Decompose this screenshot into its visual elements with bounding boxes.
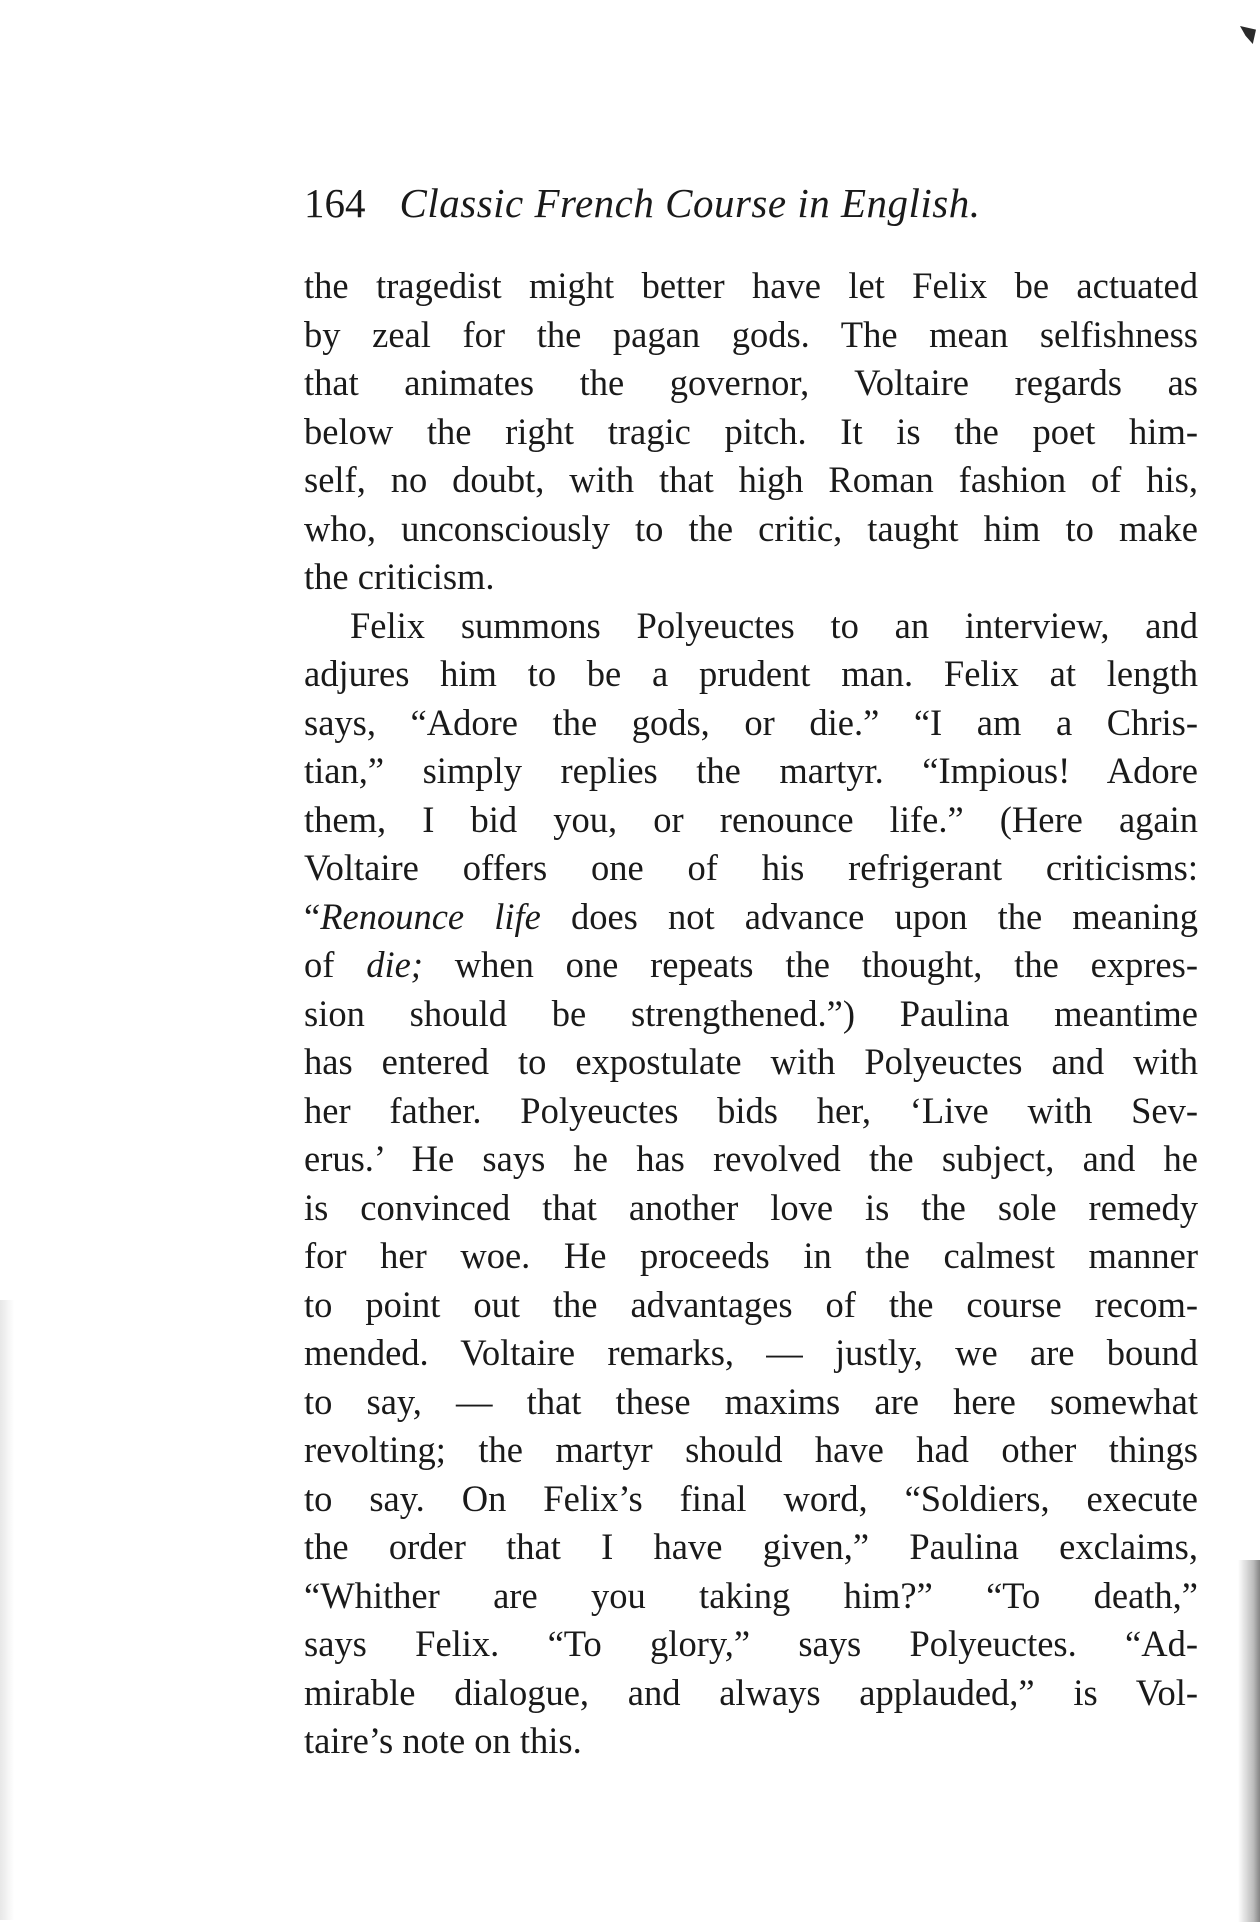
text-run: does not advance upon the meaning: [540, 895, 1198, 937]
text-line: Voltaire offers one of his refrigerant criticisms:: [304, 847, 1198, 888]
italic-phrase: Renounce life: [320, 895, 541, 937]
text-line: that animates the governor, Voltaire regards as: [304, 362, 1198, 403]
text-line: the criticism.: [304, 556, 495, 597]
text-line: mirable dialogue, and always applauded,” is Vol-: [304, 1671, 1198, 1713]
text-line: mended. Voltaire remarks, — justly, we are bound: [304, 1332, 1198, 1373]
text-line: tian,” simply replies the martyr. “Impious! Adore: [304, 750, 1198, 791]
text-line: adjures him to be a prudent man. Felix at length: [304, 653, 1198, 694]
text-line: taire’s note on this.: [304, 1720, 582, 1761]
text-line: to point out the advantages of the course recom-: [304, 1283, 1198, 1325]
text-line: the order that I have given,” Paulina exclaims,: [304, 1526, 1198, 1567]
text-line: the tragedist might better have let Felix be actuated: [304, 265, 1198, 306]
text-line: to say, — that these maxims are here somewhat: [304, 1380, 1198, 1422]
text-line-mixed: [304, 941, 1198, 990]
text-line-mixed: [304, 893, 1198, 942]
text-line: erus.’ He says he has revolved the subject, and he: [304, 1138, 1198, 1179]
text-run: “: [304, 895, 321, 937]
text-line: her father. Polyeuctes bids her, ‘Live with Sev-: [304, 1089, 1198, 1131]
text-run: of: [304, 944, 367, 985]
body-text: [304, 262, 1198, 1766]
text-line: who, unconsciously to the critic, taught him to make: [304, 507, 1198, 549]
running-head: [304, 178, 1204, 228]
text-line: says Felix. “To glory,” says Polyeuctes. “Ad-: [304, 1623, 1198, 1664]
text-line: self, no doubt, with that high Roman fashion of his,: [304, 459, 1198, 500]
running-title: Classic French Course in English.: [399, 180, 981, 226]
paragraph-start-line: Felix summons Polyeuctes to an interview, and: [350, 604, 1198, 646]
text-line: to say. On Felix’s final word, “Soldiers, execute: [304, 1477, 1198, 1519]
text-line: them, I bid you, or renounce life.” (Here again: [304, 798, 1198, 840]
text-line: has entered to expostulate with Polyeuctes and with: [304, 1041, 1198, 1082]
text-line: by zeal for the pagan gods. The mean selfishness: [304, 313, 1198, 355]
page-number: 164: [304, 180, 366, 226]
text-line: “Whither are you taking him?” “To death,”: [304, 1574, 1198, 1616]
page-edge-shadow-left: [0, 1300, 14, 1920]
text-run: when one repeats the thought, the expres-: [422, 944, 1198, 985]
italic-phrase: die;: [366, 944, 423, 985]
page-corner-mark: [1240, 26, 1256, 44]
text-line: sion should be strengthened.”) Paulina meantime: [304, 992, 1198, 1034]
text-line: is convinced that another love is the sole remedy: [304, 1186, 1198, 1228]
text-line: revolting; the martyr should have had other things: [304, 1429, 1198, 1470]
text-line: below the right tragic pitch. It is the poet him-: [304, 410, 1198, 452]
page-edge-shadow-right: [1238, 1560, 1260, 1922]
text-line: says, “Adore the gods, or die.” “I am a Chris-: [304, 701, 1198, 743]
text-line: for her woe. He proceeds in the calmest manner: [304, 1235, 1198, 1276]
